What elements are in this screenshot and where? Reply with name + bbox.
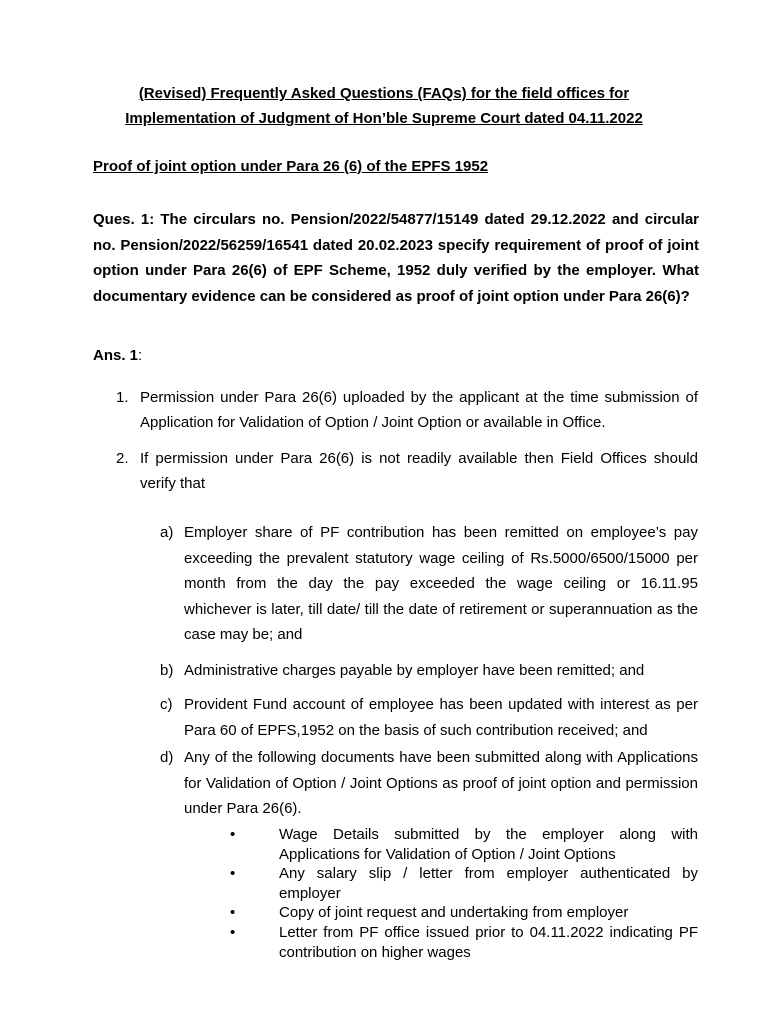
sub-item-text: Provident Fund account of employee has been updated with interest as per Para 60 of EPFS,1952 on the basis of such contribution received; and	[184, 696, 698, 739]
numbered-marker: 1.	[116, 389, 129, 406]
sub-item-text: Any of the following documents have been submitted along with Applications for Validation of Option / Joint Options as proof of joint option and permission under Para 26(6).	[184, 749, 698, 817]
title-line-2: Implementation of Judgment of Hon’ble Supreme Court dated 04.11.2022	[125, 110, 643, 127]
sub-item	[160, 692, 698, 743]
sub-item	[160, 745, 698, 822]
sub-item-marker: b)	[160, 662, 174, 679]
bullet-item	[230, 825, 698, 864]
sub-item-marker: d)	[160, 749, 174, 766]
numbered-item	[116, 385, 698, 435]
question-1: Ques. 1: The circulars no. Pension/2022/54877/15149 dated 29.12.2022 and circular no. Pension/2022/56259/16541 dated 20.02.2023 specify requirement of proof of joint option under Para 26(6) of EPF Scheme, 1952 duly verified by the employer. What documentary evidence can be considered as proof of joint option under Para 26(6)?	[93, 211, 699, 305]
bullet-text: Any salary slip / letter from employer authenticated by employer	[279, 865, 698, 902]
sub-item	[160, 520, 698, 648]
numbered-text: Permission under Para 26(6) uploaded by the applicant at the time submission of Application for Validation of Option / Joint Option or available in Office.	[140, 389, 698, 431]
sub-item-text: Employer share of PF contribution has been remitted on employee’s pay exceeding the prevalent statutory wage ceiling of Rs.5000/6500/15000 per month from the day the pay exceeded the wage ceiling or 16.11.95 whichever is later, till date/ till the date of retirement or superannuation as the case may be; and	[184, 524, 698, 643]
answer-label-colon: :	[138, 347, 143, 364]
bullet-dot: •	[230, 826, 236, 843]
bullet-item	[230, 864, 698, 903]
sub-item-text: Administrative charges payable by employer have been remitted; and	[184, 662, 645, 679]
answer-label	[93, 347, 142, 364]
sub-item-marker: c)	[160, 696, 173, 713]
numbered-marker: 2.	[116, 450, 129, 467]
bullet-text: Copy of joint request and undertaking from employer	[279, 904, 629, 921]
numbered-item	[116, 446, 698, 496]
bullet-text: Wage Details submitted by the employer along with Applications for Validation of Option / Joint Options	[279, 826, 698, 863]
bullet-dot: •	[230, 924, 236, 941]
sub-item	[160, 658, 698, 684]
section-heading: Proof of joint option under Para 26 (6) of the EPFS 1952	[93, 158, 489, 175]
bullet-item	[230, 903, 698, 923]
numbered-text: If permission under Para 26(6) is not readily available then Field Offices should verify that	[140, 450, 698, 492]
answer-label-text: Ans. 1	[93, 347, 139, 364]
bullet-item	[230, 923, 698, 962]
bullet-dot: •	[230, 865, 236, 882]
sub-item-marker: a)	[160, 524, 174, 541]
title-line-1: (Revised) Frequently Asked Questions (FAQs) for the field offices for	[138, 85, 630, 102]
bullet-text: Letter from PF office issued prior to 04.11.2022 indicating PF contribution on higher wages	[279, 924, 698, 961]
bullet-dot: •	[230, 904, 236, 921]
document-title	[60, 81, 708, 131]
